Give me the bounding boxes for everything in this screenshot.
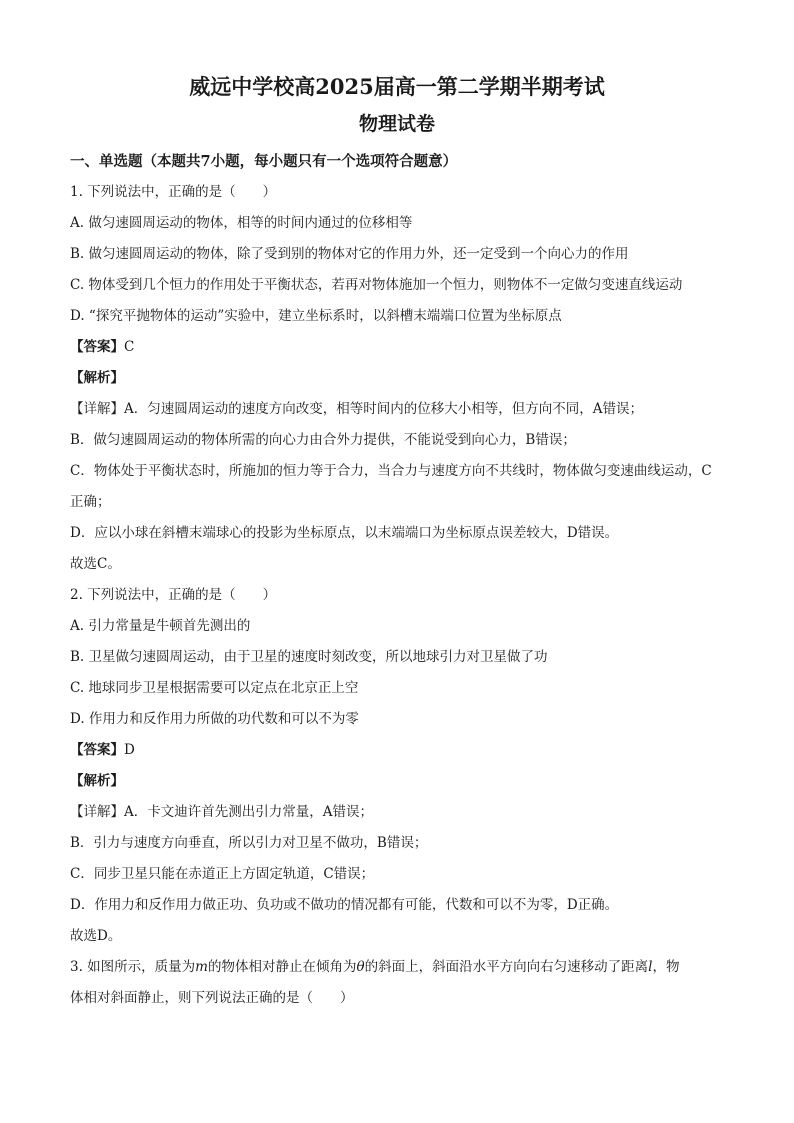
question-stem — [70, 952, 724, 983]
option-a: A. 做匀速圆周运动的物体，相等的时间内通过的位移相等 — [70, 215, 413, 231]
option-d: D. “探究平抛物体的运动”实验中，建立坐标系时，以斜槽末端端口位置为坐标原点 — [70, 308, 562, 324]
distance-variable: l — [648, 959, 653, 975]
option-a: A. 引力常量是牛顿首先测出的 — [70, 618, 251, 634]
stem-text: 的斜面上，斜面沿水平方向向右匀速移动了距离 — [364, 959, 649, 975]
detail-line: 【详解】A．卡文迪许首先测出引力常量，A错误； — [70, 804, 373, 820]
conclusion: 故选C。 — [70, 556, 121, 572]
section-heading: 一、单选题（本题共7小题，每小题只有一个选项符合题意） — [70, 153, 458, 170]
analysis-tag: 【解析】 — [70, 773, 124, 789]
exam-title: 威远中学校高2025届高一第二学期半期考试 — [189, 74, 605, 99]
conclusion: 故选D。 — [70, 928, 122, 944]
mass-variable: m — [195, 959, 208, 975]
detail-line: 【详解】A．匀速圆周运动的速度方向改变，相等时间内的位移大小相等，但方向不同，A错误； — [70, 401, 643, 417]
question-1 — [70, 177, 724, 580]
question-2 — [70, 580, 724, 952]
stem-text: 3. 如图所示，质量为 — [70, 959, 196, 975]
option-c: C. 地球同步卫星根据需要可以定点在北京正上空 — [70, 680, 359, 696]
detail-line: C．物体处于平衡状态时，所施加的恒力等于合力，当合力与速度方向不共线时，物体做匀变速曲线运动，C — [70, 463, 712, 479]
answer-tag: 【答案】 — [70, 742, 124, 758]
detail-line: D．作用力和反作用力做正功、负功或不做功的情况都有可能，代数和可以不为零，D正确。 — [70, 897, 619, 913]
option-b: B. 做匀速圆周运动的物体，除了受到别的物体对它的作用力外，还一定受到一个向心力的作用 — [70, 246, 629, 262]
question-stem: 2. 下列说法中，正确的是（ ） — [70, 587, 277, 603]
answer-line — [70, 332, 724, 363]
answer-line — [70, 735, 724, 766]
option-b: B. 卫星做匀速圆周运动，由于卫星的速度时刻改变，所以地球引力对卫星做了功 — [70, 649, 548, 665]
analysis-tag: 【解析】 — [70, 370, 124, 386]
answer-tag: 【答案】 — [70, 339, 124, 355]
question-stem: 1. 下列说法中，正确的是（ ） — [70, 184, 277, 200]
stem-text: 的物体相对静止在倾角为 — [207, 959, 357, 975]
question-stem-continued: 体相对斜面静止，则下列说法正确的是（ ） — [70, 990, 354, 1006]
detail-line: B．做匀速圆周运动的物体所需的向心力由合外力提供，不能说受到向心力，B错误； — [70, 432, 576, 448]
detail-line: 正确； — [70, 494, 111, 510]
angle-variable: θ — [356, 959, 365, 975]
detail-line: D．应以小球在斜槽末端球心的投影为坐标原点，以末端端口为坐标原点误差较大，D错误。 — [70, 525, 619, 541]
detail-line: C．同步卫星只能在赤道正上方固定轨道，C错误； — [70, 866, 375, 882]
exam-subtitle: 物理试卷 — [358, 113, 435, 135]
question-3 — [70, 952, 724, 1014]
answer-value: C — [124, 339, 135, 355]
option-d: D. 作用力和反作用力所做的功代数和可以不为零 — [70, 711, 359, 727]
answer-value: D — [124, 742, 135, 758]
stem-text: ，物 — [652, 959, 680, 975]
option-c: C. 物体受到几个恒力的作用处于平衡状态，若再对物体施加一个恒力，则物体不一定做匀变速直线运动 — [70, 277, 683, 293]
detail-line: B．引力与速度方向垂直，所以引力对卫星不做功，B错误； — [70, 835, 428, 851]
